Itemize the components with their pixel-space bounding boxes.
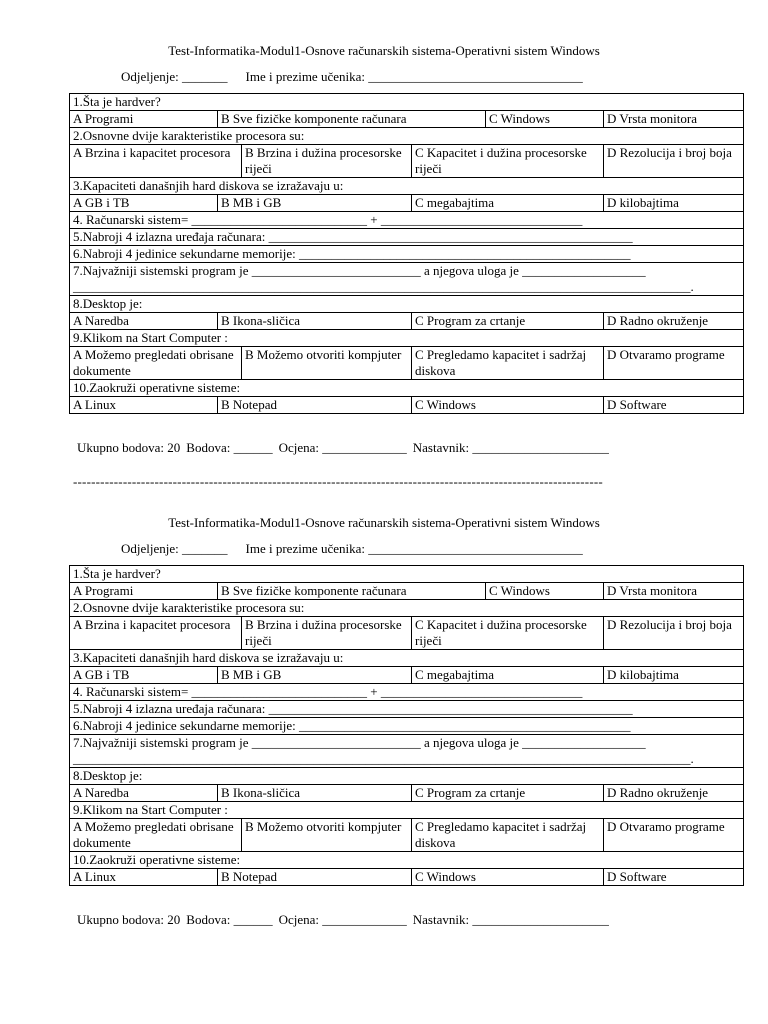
answers-row [70, 313, 744, 330]
question-row [70, 718, 744, 735]
question-6: 6.Nabroji 4 jedinice sekundarne memorije: ___________________________________________________ [70, 718, 744, 735]
answer-c: C Windows [486, 583, 604, 600]
question-row [70, 94, 744, 111]
answer-c: C Pregledamo kapacitet i sadržaj diskova [412, 819, 604, 852]
question-2: 2.Osnovne dvije karakteristike procesora su: [70, 128, 744, 145]
answer-a: A Brzina i kapacitet procesora [70, 617, 242, 650]
answer-d: D Software [604, 869, 744, 886]
department-field: Odjeljenje: _______ [121, 69, 228, 84]
answer-b: B Možemo otvoriti kompjuter [242, 819, 412, 852]
answer-d: D Radno okruženje [604, 785, 744, 802]
answer-a: A Programi [70, 111, 218, 128]
question-row [70, 600, 744, 617]
answer-c: C Program za crtanje [412, 313, 604, 330]
answers-row [70, 583, 744, 600]
score-footer [77, 439, 609, 457]
question-row [70, 246, 744, 263]
answer-d: D kilobajtima [604, 667, 744, 684]
answer-a: A Možemo pregledati obrisane dokumente [70, 347, 242, 380]
answer-a: A Naredba [70, 785, 218, 802]
answer-d: D Otvaramo programe [604, 819, 744, 852]
answer-d: D Rezolucija i broj boja [604, 145, 744, 178]
test-title: Test-Informatika-Modul1-Osnove računarskih sistema-Operativni sistem Windows [168, 515, 600, 530]
answers-row [70, 347, 744, 380]
answer-d: D Rezolucija i broj boja [604, 617, 744, 650]
cut-line: --------------------------------------------------------------------------------------------------------------------- [73, 474, 603, 489]
quiz-table [69, 93, 744, 414]
student-info [121, 540, 583, 558]
question-row [70, 212, 744, 229]
question-row [70, 802, 744, 819]
answers-row [70, 617, 744, 650]
question-8: 8.Desktop je: [70, 768, 744, 785]
teacher-field: Nastavnik: _____________________ [412, 912, 609, 927]
answer-a: A Programi [70, 583, 218, 600]
answer-b: B Ikona-sličica [218, 785, 412, 802]
grade-field: Ocjena: _____________ [278, 912, 407, 927]
answer-b: B Sve fizičke komponente računara [218, 111, 486, 128]
question-row [70, 650, 744, 667]
question-3: 3.Kapaciteti današnjih hard diskova se izražavaju u: [70, 178, 744, 195]
answer-c: C Windows [412, 869, 604, 886]
question-row [70, 128, 744, 145]
answer-b: B Možemo otvoriti kompjuter [242, 347, 412, 380]
answer-b: B MB i GB [218, 667, 412, 684]
answer-d: D Vrsta monitora [604, 111, 744, 128]
question-9: 9.Klikom na Start Computer : [70, 330, 744, 347]
test-title: Test-Informatika-Modul1-Osnove računarskih sistema-Operativni sistem Windows [168, 43, 600, 58]
answer-d: D kilobajtima [604, 195, 744, 212]
answers-row [70, 819, 744, 852]
answer-c: C Kapacitet i dužina procesorske riječi [412, 617, 604, 650]
question-row [70, 330, 744, 347]
question-7-line-1: 7.Najvažniji sistemski program je __________________________ a njegova uloga je ___________________ [73, 263, 646, 278]
question-2: 2.Osnovne dvije karakteristike procesora su: [70, 600, 744, 617]
answer-c: C megabajtima [412, 195, 604, 212]
answers-row [70, 145, 744, 178]
answer-b: B MB i GB [218, 195, 412, 212]
answer-b: B Notepad [218, 397, 412, 414]
answer-b: B Brzina i dužina procesorske riječi [242, 145, 412, 178]
question-1: 1.Šta je hardver? [70, 94, 744, 111]
answer-b: B Ikona-sličica [218, 313, 412, 330]
question-row [70, 380, 744, 397]
question-9: 9.Klikom na Start Computer : [70, 802, 744, 819]
question-row [70, 852, 744, 869]
question-row [70, 735, 744, 768]
answer-b: B Brzina i dužina procesorske riječi [242, 617, 412, 650]
answer-c: C megabajtima [412, 667, 604, 684]
question-4: 4. Računarski sistem= ___________________________ + _______________________________ [70, 212, 744, 229]
department-field: Odjeljenje: _______ [121, 541, 228, 556]
answer-b: B Notepad [218, 869, 412, 886]
question-4: 4. Računarski sistem= ___________________________ + _______________________________ [70, 684, 744, 701]
student-name-field: Ime i prezime učenika: _________________________________ [245, 69, 583, 84]
question-10: 10.Zaokruži operativne sisteme: [70, 852, 744, 869]
student-info [121, 68, 583, 86]
answer-d: D Otvaramo programe [604, 347, 744, 380]
answer-a: A Linux [70, 397, 218, 414]
question-5: 5.Nabroji 4 izlazna uređaja računara: ________________________________________________________ [70, 229, 744, 246]
answer-a: A Naredba [70, 313, 218, 330]
points-field: Bodova: ______ [186, 440, 273, 455]
answer-d: D Radno okruženje [604, 313, 744, 330]
question-row [70, 684, 744, 701]
answers-row [70, 397, 744, 414]
question-row [70, 701, 744, 718]
teacher-field: Nastavnik: _____________________ [412, 440, 609, 455]
question-7 [70, 735, 744, 768]
answer-d: D Software [604, 397, 744, 414]
question-7-line-2: _______________________________________________________________________________________________. [73, 279, 694, 294]
quiz-table [69, 565, 744, 886]
grade-field: Ocjena: _____________ [278, 440, 407, 455]
answer-c: C Windows [412, 397, 604, 414]
question-10: 10.Zaokruži operativne sisteme: [70, 380, 744, 397]
points-field: Bodova: ______ [186, 912, 273, 927]
answer-c: C Program za crtanje [412, 785, 604, 802]
answer-a: A Brzina i kapacitet procesora [70, 145, 242, 178]
student-name-field: Ime i prezime učenika: _________________________________ [245, 541, 583, 556]
answer-d: D Vrsta monitora [604, 583, 744, 600]
answer-a: A GB i TB [70, 195, 218, 212]
answer-c: C Windows [486, 111, 604, 128]
score-footer [77, 911, 609, 929]
question-row [70, 296, 744, 313]
total-points: Ukupno bodova: 20 [77, 440, 181, 455]
question-5: 5.Nabroji 4 izlazna uređaja računara: ________________________________________________________ [70, 701, 744, 718]
answer-a: A Možemo pregledati obrisane dokumente [70, 819, 242, 852]
answer-c: C Pregledamo kapacitet i sadržaj diskova [412, 347, 604, 380]
question-7 [70, 263, 744, 296]
answers-row [70, 869, 744, 886]
answer-b: B Sve fizičke komponente računara [218, 583, 486, 600]
answers-row [70, 195, 744, 212]
question-8: 8.Desktop je: [70, 296, 744, 313]
question-row [70, 566, 744, 583]
answers-row [70, 785, 744, 802]
total-points: Ukupno bodova: 20 [77, 912, 181, 927]
answer-a: A Linux [70, 869, 218, 886]
question-6: 6.Nabroji 4 jedinice sekundarne memorije: ___________________________________________________ [70, 246, 744, 263]
question-7-line-2: _______________________________________________________________________________________________. [73, 751, 694, 766]
question-row [70, 229, 744, 246]
answers-row [70, 667, 744, 684]
question-7-line-1: 7.Najvažniji sistemski program je __________________________ a njegova uloga je ___________________ [73, 735, 646, 750]
answer-c: C Kapacitet i dužina procesorske riječi [412, 145, 604, 178]
answer-a: A GB i TB [70, 667, 218, 684]
question-row [70, 178, 744, 195]
answers-row [70, 111, 744, 128]
question-row [70, 263, 744, 296]
question-1: 1.Šta je hardver? [70, 566, 744, 583]
question-row [70, 768, 744, 785]
question-3: 3.Kapaciteti današnjih hard diskova se izražavaju u: [70, 650, 744, 667]
